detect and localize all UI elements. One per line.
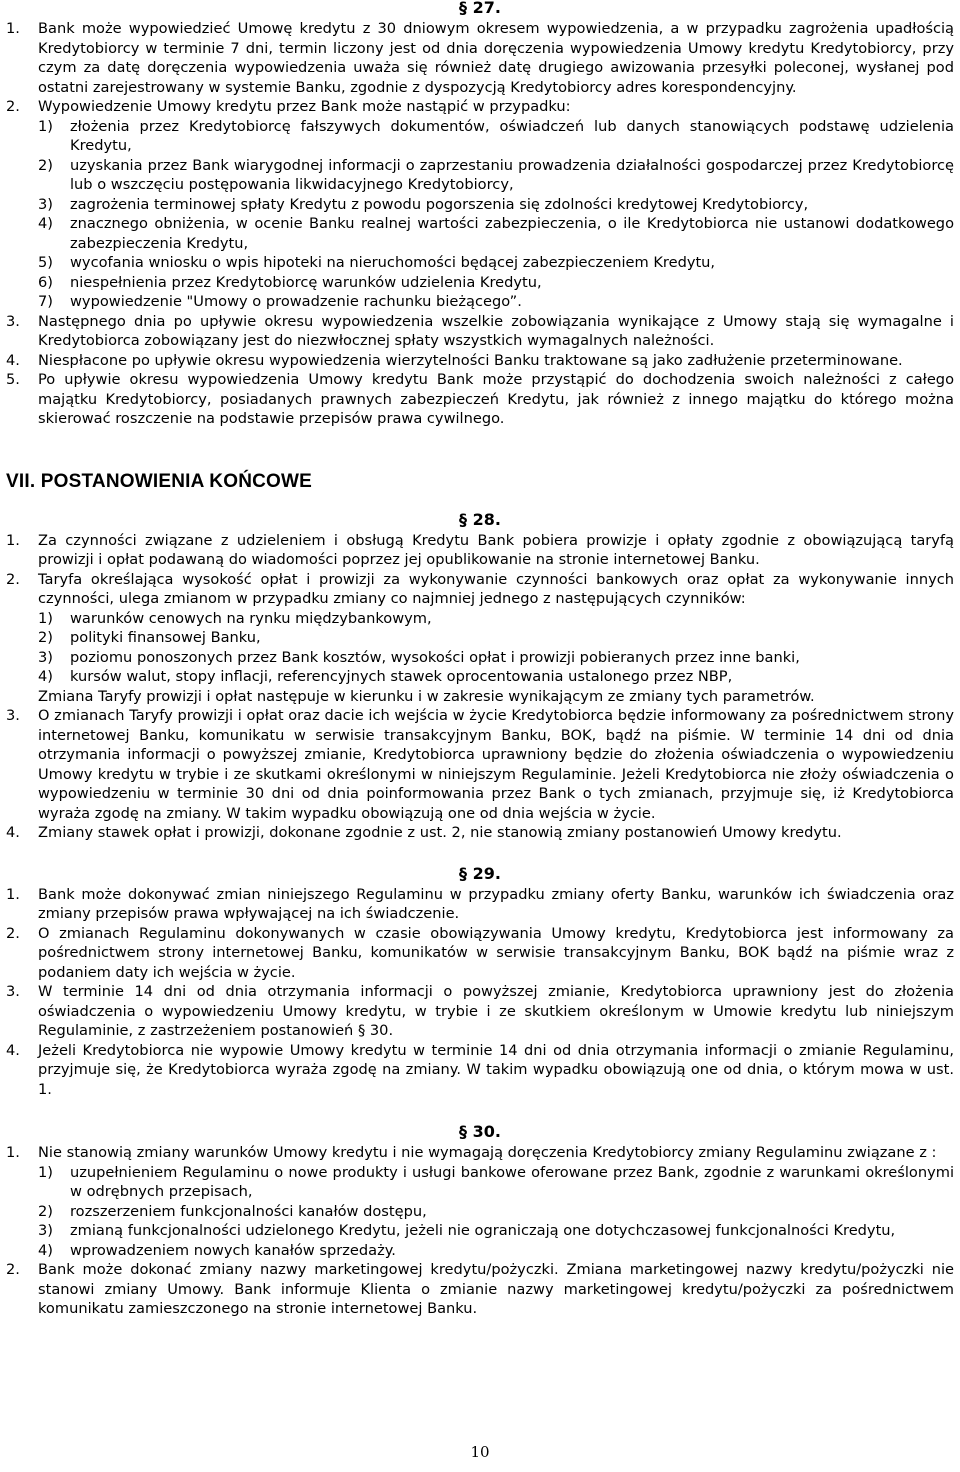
paragraph-heading: § 28.: [459, 509, 501, 529]
sub-item-text: wprowadzeniem nowych kanałów sprzedaży.: [70, 1241, 396, 1259]
item-text: Za czynności związane z udzieleniem i obsługą Kredytu Bank pobiera prowizje i opłaty zgodnie z obowiązującą taryfą prowizji i opłat podawaną do wiadomości poprzez jej opublikowanie na stronie internetowej Banku.: [38, 531, 954, 568]
sub-item: [38, 292, 954, 312]
sub-item-text: poziomu ponoszonych przez Bank kosztów, wysokości opłat i prowizji pobieranych przez inne banki,: [70, 648, 800, 666]
item-body: [38, 97, 954, 312]
item-body: [38, 19, 954, 97]
document-content: [6, 0, 954, 1319]
sub-item-number: 3): [38, 648, 53, 666]
item-body: [38, 570, 954, 707]
sub-item: [38, 117, 954, 156]
sub-item-number: 2): [38, 629, 53, 646]
list-item: [6, 19, 954, 97]
list-item: [6, 531, 954, 570]
paragraph-p29: [6, 863, 954, 1100]
item-number: 2.: [6, 924, 20, 942]
sub-item-text: uzupełnieniem Regulaminu o nowe produkty i usługi bankowe oferowane przez Bank, zgodnie z warunkami określonymi w odrębnych przepisach,: [70, 1163, 954, 1200]
item-body: [38, 370, 954, 429]
item-body: [38, 531, 954, 570]
sub-item: [38, 1202, 954, 1222]
sub-item-number: 7): [38, 293, 53, 310]
list-item: [6, 982, 954, 1041]
sub-item-number: 4): [38, 1241, 53, 1259]
sub-item-text: polityki finansowej Banku,: [70, 629, 261, 646]
item-text: Bank może wypowiedzieć Umowę kredytu z 30 dniowym okresem wypowiedzenia, a w przypadku zagrożenia upadłością Kredytobiorcy w terminie 7 dni, termin liczony jest od dnia doręczenia wypowiedzenia Umowy kredytu Kredytobiorcy, przy czym za datę doręczenia wypowiedzenia uważa się również datę drugiego awizowania przesyłki poleconej, wysłanej pod ostatni zarejestrowany w systemie Banku, zgodnie z dyspozycją Kredytobiorcy adres korespondencyjny.: [38, 20, 954, 96]
list-item: [6, 823, 954, 843]
item-number: 3.: [6, 707, 20, 724]
sub-item-text: kursów walut, stopy inflacji, referencyjnych stawek oprocentowania ustalonego przez NBP,: [70, 668, 733, 685]
item-body: [38, 823, 954, 843]
item-text: O zmianach Taryfy prowizji i opłat oraz dacie ich wejścia w życie Kredytobiorca będzie informowany za pośrednictwem strony internetowej Banku, komunikatu w serwisie transakcyjnym Banku, BOK, bądź na piśmie. W terminie 14 dni od dnia otrzymania informacji o powyższej zmianie, Kredytobiorca uprawniony będzie do złożenia oświadczenia o wypowiedzeniu Umowy kredytu w trybie i ze skutkami określonymi w niniejszym Regulaminie. Jeżeli Kredytobiorca nie złoży oświadczenia o wypowiedzeniu w terminie 30 dni od dnia poinformowania przez Bank o tych zmianach, przyjmuje się, iż Kredytobiorca wyraża zgodę na zmiany. W takim wypadku obowiązują one od dnia wejścia w życie.: [38, 707, 954, 822]
item-number: 4.: [6, 351, 20, 369]
item-number: 1.: [6, 531, 20, 549]
sub-item-number: 1): [38, 117, 53, 135]
item-text: Taryfa określająca wysokość opłat i prowizji za wykonywanie czynności bankowych oraz opłat za wykonywanie innych czynności, ulega zmianom w przypadku zmiany co najmniej jednego z następujących czynników:: [38, 570, 954, 607]
item-body: [38, 706, 954, 823]
item-number: 1.: [6, 885, 20, 903]
sub-item: [38, 1241, 954, 1261]
sub-item: [38, 609, 954, 629]
item-number: 2.: [6, 98, 20, 115]
item-body: [38, 1041, 954, 1100]
sub-item-number: 5): [38, 254, 53, 271]
list-item: [6, 97, 954, 312]
sub-item: [38, 253, 954, 273]
paragraph-p28: [6, 509, 954, 843]
item-text: Następnego dnia po upływie okresu wypowiedzenia wszelkie zobowiązania wynikające z Umowy stają się wymagalne i Kredytobiorca zobowiązany jest do niezwłocznej spłaty wszystkich wymagalnych należności.: [38, 312, 954, 349]
list-item: [6, 706, 954, 823]
sub-item-text: zmianą funkcjonalności udzielonego Kredytu, jeżeli nie ograniczają one dotychczasowej funkcjonalności Kredytu,: [70, 1222, 896, 1239]
item-number: 3.: [6, 312, 20, 330]
item-body: [38, 1143, 954, 1260]
sub-item-text: uzyskania przez Bank wiarygodnej informacji o zaprzestaniu prowadzenia działalności gospodarczej przez Kredytobiorcę lub o wszczęciu postępowania likwidacyjnego Kredytobiorcy,: [70, 156, 954, 193]
paragraph-heading: § 29.: [459, 863, 501, 883]
item-text: Zmiany stawek opłat i prowizji, dokonane zgodnie z ust. 2, nie stanowią zmiany postanowień Umowy kredytu.: [38, 824, 842, 841]
sub-item-text: zagrożenia terminowej spłaty Kredytu z powodu pogorszenia się zdolności kredytowej Kredytobiorcy,: [70, 195, 809, 213]
paragraph-heading: § 30.: [459, 1122, 501, 1141]
item-body: [38, 351, 954, 371]
sub-item: [38, 1163, 954, 1202]
item-body: [38, 924, 954, 983]
item-text: O zmianach Regulaminu dokonywanych w czasie obowiązywania Umowy kredytu, Kredytobiorca jest informowany za pośrednictwem strony internetowej Banku, komunikatów w serwisie transakcyjnym Banku, BOK bądź na piśmie wraz z podaniem daty ich wejścia w życie.: [38, 924, 954, 981]
list-item: [6, 312, 954, 351]
item-number: 4.: [6, 1041, 20, 1059]
list-item: [6, 570, 954, 707]
item-number: 1.: [6, 1144, 20, 1161]
sub-item: [38, 273, 954, 293]
sub-item-number: 2): [38, 1202, 53, 1220]
item-number: 2.: [6, 570, 20, 588]
item-number: 5.: [6, 371, 20, 388]
item-body: [38, 1260, 954, 1319]
page-number: 10: [470, 1443, 490, 1461]
sub-item-text: warunków cenowych na rynku międzybankowym,: [70, 609, 432, 627]
section-title: VII. POSTANOWIENIA KOŃCOWE: [6, 470, 313, 492]
sub-item-number: 1): [38, 1163, 53, 1181]
list-item: [6, 885, 954, 924]
paragraph-p30: [6, 1121, 954, 1319]
item-text: W terminie 14 dni od dnia otrzymania informacji o powyższej zmianie, Kredytobiorca uprawniony jest do złożenia oświadczenia o wypowiedzeniu Umowy kredytu, w trybie i ze skutkiem określonym w Umowie kredytu lub niniejszym Regulaminie, z zastrzeżeniem postanowień § 30.: [38, 983, 954, 1039]
sub-item: [38, 667, 954, 687]
item-number: 4.: [6, 824, 20, 841]
item-text: Po upływie okresu wypowiedzenia Umowy kredytu Bank może przystąpić do dochodzenia swoich należności z całego majątku Kredytobiorcy, posiadanych prawnych zabezpieczeń Kredytu, jak również z innego majątku do którego można skierować roszczenie na podstawie przepisów prawa cywilnego.: [38, 371, 954, 427]
list-item: [6, 1041, 954, 1100]
sub-item-text: złożenia przez Kredytobiorcę fałszywych dokumentów, oświadczeń lub danych stanowiących podstawę udzielenia Kredytu,: [70, 117, 954, 154]
item-text: Nie stanowią zmiany warunków Umowy kredytu i nie wymagają doręczenia Kredytobiorcy zmiany Regulaminu związane z :: [38, 1144, 937, 1161]
sub-item: [38, 1221, 954, 1241]
sub-item-text: wypowiedzenie "Umowy o prowadzenie rachunku bieżącego”.: [70, 293, 522, 310]
item-text: Niespłacone po upływie okresu wypowiedzenia wierzytelności Banku traktowane są jako zadłużenie przeterminowane.: [38, 351, 903, 369]
sub-item-text: niespełnienia przez Kredytobiorcę warunków udzielenia Kredytu,: [70, 273, 542, 291]
sub-item-number: 4): [38, 668, 53, 685]
sub-item-number: 3): [38, 195, 53, 213]
sub-item: [38, 195, 954, 215]
sub-item: [38, 628, 954, 648]
item-text: Wypowiedzenie Umowy kredytu przez Bank może nastąpić w przypadku:: [38, 98, 571, 115]
sub-item-number: 2): [38, 156, 53, 174]
list-item: [6, 924, 954, 983]
sub-item: [38, 156, 954, 195]
item-tail-text: Zmiana Taryfy prowizji i opłat następuje w kierunku i w zakresie wynikającym ze zmiany tych parametrów.: [38, 687, 815, 705]
list-item: [6, 370, 954, 429]
item-text: Jeżeli Kredytobiorca nie wypowie Umowy kredytu w terminie 14 dni od dnia otrzymania informacji o zmianie Regulaminu, przyjmuje się, że Kredytobiorca wyraża zgodę na zmiany. W takim wypadku obowiązują one od dnia, o którym mowa w ust. 1.: [38, 1041, 954, 1098]
item-number: 1.: [6, 20, 20, 37]
sub-item: [38, 648, 954, 668]
paragraph-p27: [6, 0, 954, 429]
sub-item: [38, 214, 954, 253]
sub-item-number: 4): [38, 215, 53, 232]
list-item: [6, 1143, 954, 1260]
item-text: Bank może dokonywać zmian niniejszego Regulaminu w przypadku zmiany oferty Banku, warunków ich świadczenia oraz zmiany przepisów prawa wpływającej na ich świadczenie.: [38, 885, 954, 922]
item-text: Bank może dokonać zmiany nazwy marketingowej kredytu/pożyczki. Zmiana marketingowej nazwy kredytu/pożyczki nie stanowi zmiany Umowy. Bank informuje Klienta o zmianie nazwy marketingowej kredytu/pożyczki za pośrednictwem komunikatu zamieszczonego na stronie internetowej Banku.: [38, 1261, 954, 1317]
item-body: [38, 982, 954, 1041]
item-body: [38, 885, 954, 924]
item-number: 3.: [6, 983, 20, 1000]
list-item: [6, 351, 954, 371]
list-item: [6, 1260, 954, 1319]
item-number: 2.: [6, 1261, 20, 1278]
sub-item-number: 6): [38, 273, 53, 291]
sub-item-number: 3): [38, 1222, 53, 1239]
sub-item-number: 1): [38, 609, 53, 627]
item-body: [38, 312, 954, 351]
sub-item-text: znacznego obniżenia, w ocenie Banku realnej wartości zabezpieczenia, o ile Kredytobiorca nie ustanowi dodatkowego zabezpieczenia Kredytu,: [70, 215, 954, 252]
paragraph-heading: § 27.: [459, 0, 501, 17]
sub-item-text: wycofania wniosku o wpis hipoteki na nieruchomości będącej zabezpieczeniem Kredytu,: [70, 254, 716, 271]
sub-item-text: rozszerzeniem funkcjonalności kanałów dostępu,: [70, 1202, 427, 1220]
